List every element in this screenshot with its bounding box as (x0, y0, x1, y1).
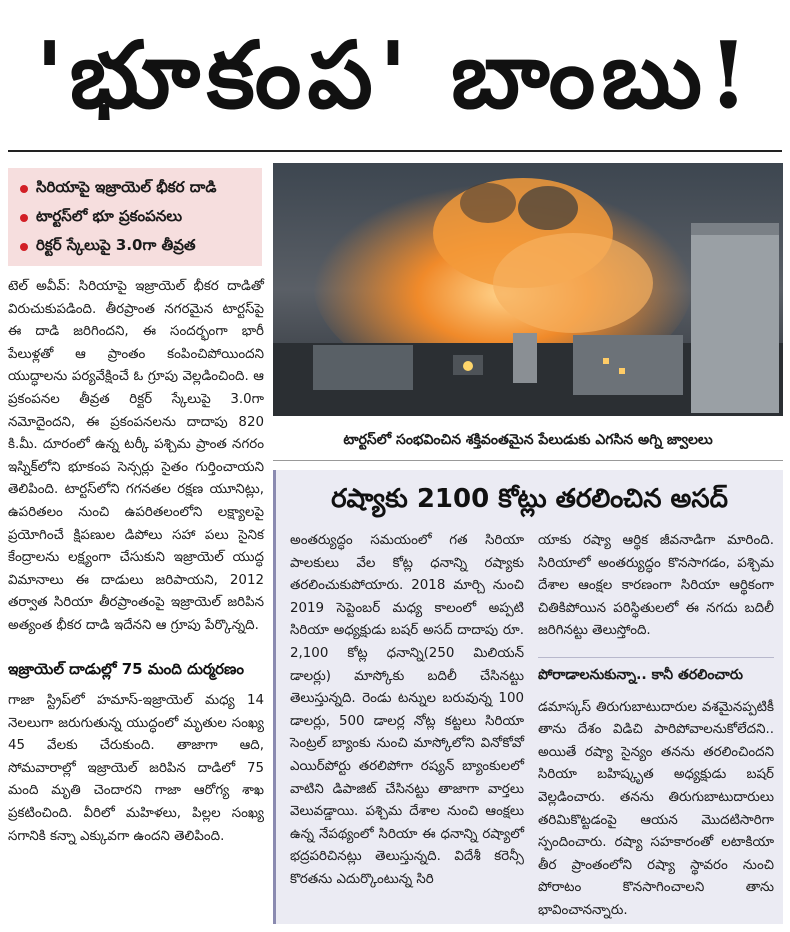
side-article-subheading: పోరాడాలనుకున్నా.. కానీ తరలించారు (538, 657, 774, 687)
side-article-title: రష్యాకు 2100 కోట్లు తరలించిన అసద్ (331, 484, 728, 514)
story-paragraph: యాకు రష్యా ఆర్థిక జీవనాడిగా మారింది. సిరియాలో అంతర్యుద్ధం కొనసాగడం, పశ్చిమ దేశాల ఆంక్షల కారణంగా సిరియా ఆర్థికంగా చితికిపోయిన పరిస్థితులలో ఈ నగదు బదిలీ జరిగినట్టు తెలుస్తోంది. (538, 533, 774, 639)
headline: 'భూకంప' బాంబు! (35, 21, 755, 129)
side-article-column-1 (290, 530, 524, 920)
story-paragraph: డమాస్కస్ తిరుగుబాటుదారుల వశమైనప్పటికీ తాను దేశం విడిచి పారిపోవాలనుకోలేదని.. అయితే రష్యా సైన్యం తనను తరలించిందని సిరియా బహిష్కృత అధ్యక్షుడు బషర్ వెల్లడించారు. తనను తిరుగుబాటుదారులు తరిమికొట్టడంపై ఆయన మొదటిసారిగా స్పందించారు. రష్యా సహకారంతో లటాకియా తీర ప్రాంతంలోని రష్యా స్థావరం నుంచి పోరాటం కొనసాగించాలని తాను భావించానన్నారు. (538, 699, 774, 918)
side-article-column-2 (538, 530, 774, 920)
highlight-text: సిరియాపై ఇజ్రాయెల్ భీకర దాడి (36, 177, 217, 196)
headline-divider (8, 150, 782, 152)
story-paragraph: గాజా స్ట్రిప్‌లో హమాస్-ఇజ్రాయెల్ మధ్య 14 నెలలుగా జరుగుతున్న యుద్ధంలో మృతుల సంఖ్య 45 వేలకు చేరుకుంది. తాజాగా ఆది, సోమవారాల్లో ఇజ్రాయెల్ జరిపిన దాడిలో 75 మంది మృతి చెందారని గాజా ఆరోగ్య శాఖ ప్రకటించింది. వీరిలో మహిళలు, పిల్లల సంఖ్య సగానికి కన్నా ఎక్కువగా ఉందని తెలిపింది. (8, 693, 264, 844)
highlight-text: రిక్టర్ స్కేలుపై 3.0గా తీవ్రత (36, 235, 196, 254)
highlight-text: టార్టస్‌లో భూ ప్రకంపనలు (36, 206, 183, 225)
main-story-column (8, 276, 264, 921)
story-paragraph: అంతర్యుద్ధం సమయంలో గత సిరియా పాలకులు వేల కోట్ల ధనాన్ని రష్యాకు తరలించుకుపోయారు. 2018 మార్చి నుంచి 2019 సెప్టెంబర్ మధ్య కాలంలో అప్పటి సిరియా అధ్యక్షుడు బషర్ అసద్ దాదాపు రూ. 2,100 కోట్ల ధనాన్ని(250 మిలియన్ డాలర్లు) మాస్కోకు బదిలీ చేసినట్టు తెలుస్తున్నది. రెండు టన్నుల బరువున్న 100 డాలర్లు, 500 డాలర్ల నోట్ల కట్టలు సిరియా సెంట్రల్ బ్యాంకు నుంచి మాస్కోలోని వినోకోవో ఎయిర్‌పోర్టు తరలిపోగా రష్యన్ బ్యాంకులలో వాటిని డిపాజిట్ చేసినట్టు తాజాగా వార్తలు వెలువడ్డాయి. పశ్చిమ దేశాల నుంచి ఆంక్షలు ఉన్న నేపథ్యంలో సిరియా ఈ ధనాన్ని రష్యాలో భద్రపరిచినట్లు తెలుస్తున్నది. విదేశీ కరెన్సీ కొరతను ఎదుర్కొంటున్న సిరి (290, 533, 524, 887)
bullet-dot-icon (20, 185, 28, 193)
story-subheading: ఇజ్రాయెల్ దాడుల్లో 75 మంది దుర్మరణం (8, 659, 244, 678)
explosion-photo-illustration (273, 163, 783, 416)
photo-caption: టార్టస్‌లో సంభవించిన శక్తివంతమైన పేలుడుకు ఎగసిన అగ్ని జ్వాలలు (343, 432, 713, 448)
bullet-dot-icon (20, 243, 28, 251)
highlights-box (8, 168, 262, 266)
highlight-item (14, 203, 256, 232)
highlight-item (14, 232, 256, 261)
bullet-dot-icon (20, 214, 28, 222)
side-article (273, 470, 783, 924)
story-paragraph: టెల్ అవీవ్: సిరియాపై ఇజ్రాయెల్ భీకర దాడితో విరుచుకుపడింది. తీరప్రాంత నగరమైన టార్టస్‌పై ఈ దాడి జరిగిందని, ఈ సందర్భంగా భారీ పేలుళ్లతో ఆ ప్రాంతం కంపించిపోయిందని యుద్ధాలను పర్యవేక్షించే ఓ గ్రూపు వెల్లడించింది. ఆ ప్రకంపనల తీవ్రత రిక్టర్ స్కేలుపై 3.0గా నమోదైందని, ఈ ప్రకంపనలను దాదాపు 820 కి.మీ. దూరంలో ఉన్న టర్కీ పశ్చిమ ప్రాంత నగరం ఇస్నిక్‌లోని భూకంప సెన్సర్లు సైతం గుర్తించాయని తెలిపింది. టార్టస్‌లోని గగనతల రక్షణ యూనిట్లు, ఉపరితలం నుంచి ఉపరితలంలోని లక్ష్యాలపై ప్రయోగించే క్షిపణుల డిపోలు సహా పలు సైనిక కేంద్రాలను లక్ష్యంగా చేసుకుని ఇజ్రాయెల్ యుద్ధ విమానాలు ఈ దాడులు జరిపాయని, 2012 తర్వాత సిరియా తీరప్రాంతంపై ఇజ్రాయెల్ జరిపిన అత్యంత భీకర దాడి ఇదేనని ఆ గ్రూపు పేర్కొన్నది. (8, 279, 264, 633)
caption-divider (273, 460, 783, 461)
explosion-photo (273, 163, 783, 416)
highlight-item (14, 174, 256, 203)
